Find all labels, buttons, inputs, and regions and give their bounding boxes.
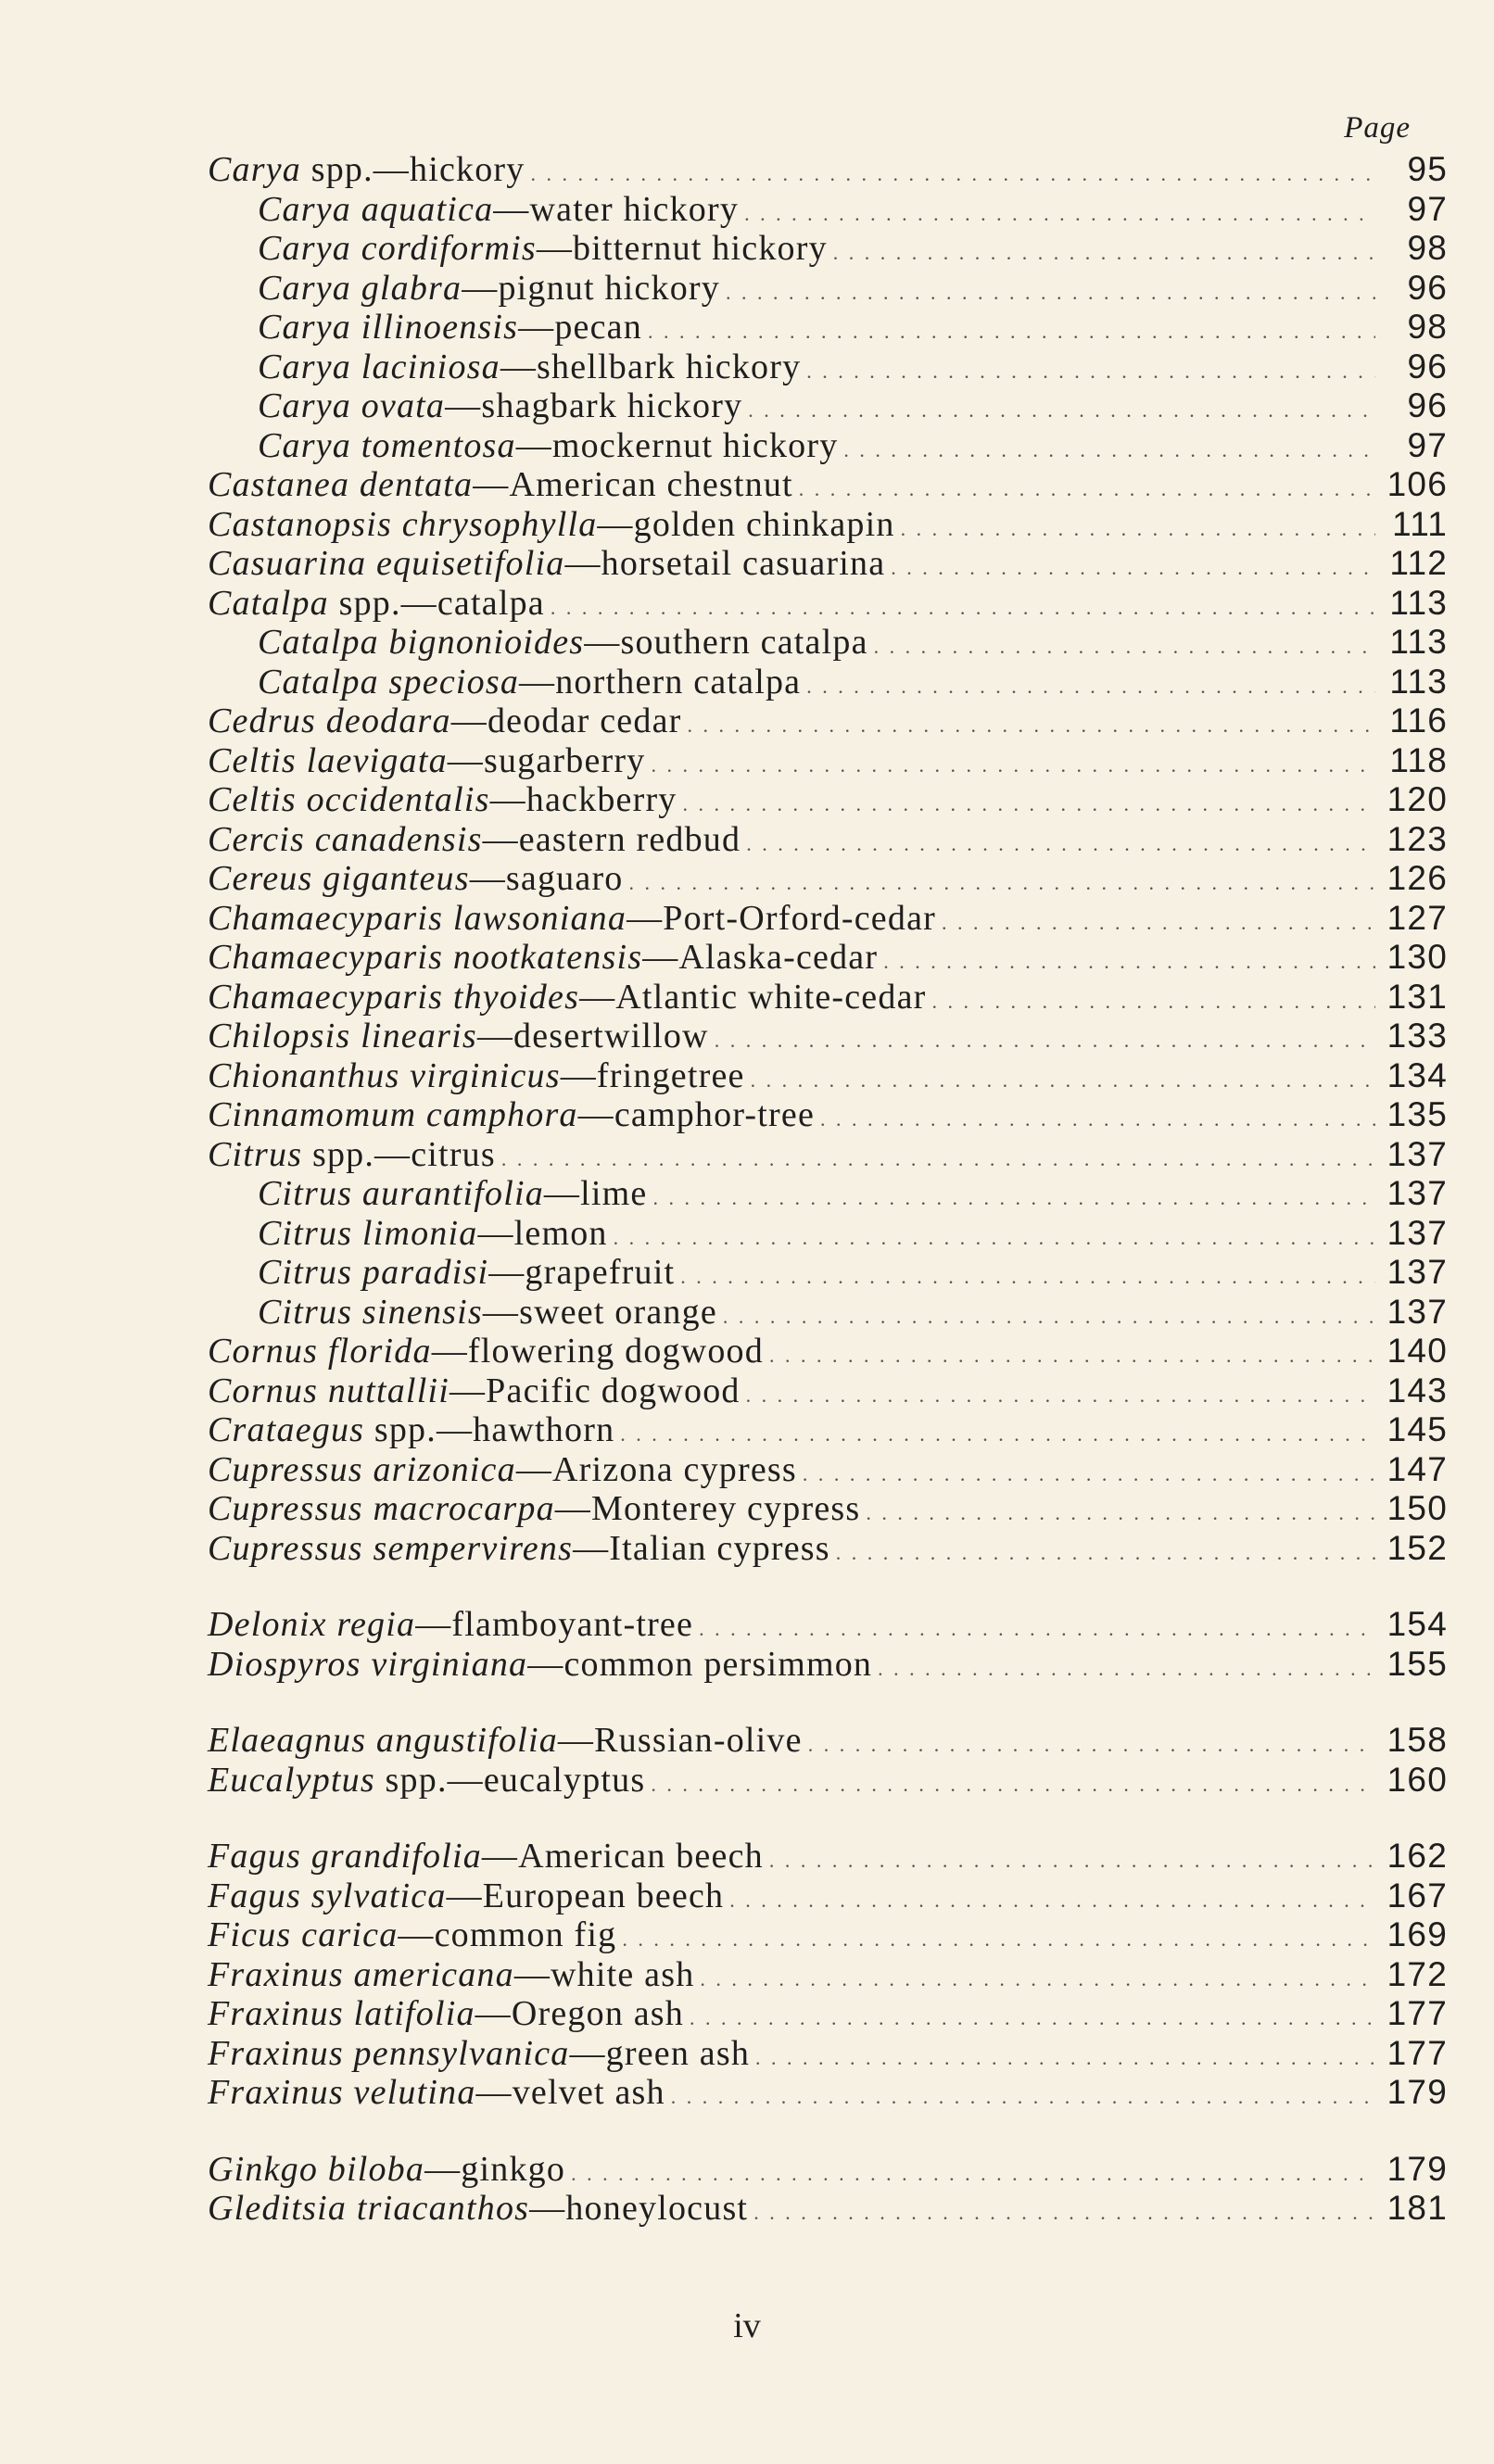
page-number: 120 — [1386, 780, 1448, 818]
toc-entry — [208, 1876, 1448, 1916]
dot-leader — [891, 544, 1375, 588]
toc-entry — [208, 2150, 1448, 2190]
scientific-name: Citrus paradisi — [258, 1253, 489, 1292]
scientific-name: Cupressus sempervirens — [208, 1528, 574, 1568]
page-number: 167 — [1386, 1876, 1448, 1914]
toc-entry — [208, 1017, 1448, 1056]
common-name: —flamboyant-tree — [415, 1605, 694, 1644]
page-number: 137 — [1386, 1292, 1448, 1331]
dot-leader — [690, 1994, 1375, 2039]
dot-leader — [501, 1135, 1375, 1180]
toc-entry — [208, 1371, 1448, 1411]
common-name: —desertwillow — [476, 1017, 709, 1055]
toc-entry — [208, 663, 1448, 702]
toc-entry — [208, 1915, 1448, 1955]
dot-leader — [942, 899, 1375, 943]
common-name: —Oregon ash — [475, 1994, 684, 2033]
toc-entry — [208, 741, 1448, 781]
toc-entry — [208, 623, 1448, 663]
page-number: 137 — [1386, 1253, 1448, 1291]
toc-entry — [208, 938, 1448, 978]
page-number: 133 — [1386, 1017, 1448, 1055]
dot-leader — [651, 1761, 1375, 1805]
common-name: spp.—hawthorn — [364, 1410, 615, 1449]
page-number: 179 — [1386, 2149, 1448, 2188]
common-name: —honeylocust — [529, 2189, 749, 2228]
page-number: 147 — [1386, 1449, 1448, 1488]
dot-leader — [753, 2189, 1375, 2233]
toc-entry — [208, 1450, 1448, 1490]
scientific-name: Carya ovata — [258, 386, 446, 425]
dot-leader — [622, 1915, 1375, 1960]
toc-entry — [208, 465, 1448, 505]
common-name: —hackberry — [489, 780, 677, 819]
common-name: —horsetail casuarina — [564, 544, 886, 583]
dot-leader — [799, 465, 1375, 510]
common-name: —sugarberry — [447, 740, 646, 780]
common-name: —green ash — [569, 2033, 751, 2073]
common-name: —American beech — [481, 1837, 764, 1876]
toc-entry — [208, 1994, 1448, 2034]
dot-leader — [699, 1605, 1375, 1649]
scientific-name: Citrus aurantifolia — [258, 1174, 544, 1213]
scientific-name: Cupressus arizonica — [208, 1449, 516, 1489]
page-number: 154 — [1386, 1605, 1448, 1643]
common-name: —velvet ash — [475, 2073, 665, 2112]
toc-entry — [208, 229, 1448, 269]
dot-leader — [751, 1056, 1375, 1101]
toc-entry — [208, 1253, 1448, 1293]
common-name: —lime — [543, 1174, 648, 1213]
dot-leader — [901, 505, 1375, 550]
page-number: 96 — [1407, 347, 1448, 385]
toc-entry — [208, 1529, 1448, 1569]
scientific-name: Chamaecyparis thyoides — [208, 977, 580, 1017]
scientific-name: Gleditsia triacanthos — [208, 2189, 530, 2228]
page-number: 137 — [1386, 1174, 1448, 1212]
scientific-name: Diospyros virginiana — [208, 1644, 528, 1684]
dot-leader — [836, 1529, 1375, 1573]
scientific-name: Fraxinus americana — [208, 1954, 514, 1994]
common-name: —ginkgo — [424, 2149, 566, 2189]
common-name: —white ash — [513, 1954, 695, 1994]
scientific-name: Chamaecyparis nootkatensis — [208, 938, 643, 977]
common-name: —American chestnut — [473, 465, 793, 504]
common-name: —European beech — [446, 1876, 725, 1915]
page-number: 112 — [1389, 544, 1448, 582]
dot-leader — [769, 1837, 1375, 1881]
scientific-name: Chamaecyparis lawsoniana — [208, 898, 627, 938]
scientific-name: Eucalyptus — [208, 1760, 375, 1800]
scientific-name: Cornus nuttallii — [208, 1371, 449, 1410]
common-name: —Italian cypress — [573, 1528, 830, 1568]
page-number: 111 — [1392, 504, 1448, 543]
page-number: 96 — [1407, 386, 1448, 424]
toc-entry — [208, 2073, 1448, 2113]
common-name: spp.—catalpa — [328, 583, 545, 623]
toc-entry — [208, 1214, 1448, 1254]
page-number: 134 — [1386, 1055, 1448, 1094]
dot-leader — [833, 229, 1375, 273]
scientific-name: Cereus giganteus — [208, 859, 470, 898]
toc-entry — [208, 1135, 1448, 1175]
dot-leader — [729, 1876, 1375, 1921]
toc-entry — [208, 1645, 1448, 1685]
scientific-name: Fagus grandifolia — [208, 1837, 482, 1876]
page-number: 126 — [1386, 859, 1448, 897]
page-number: 127 — [1386, 898, 1448, 937]
dot-leader — [629, 859, 1376, 903]
toc-entry — [208, 1293, 1448, 1333]
common-name: —southern catalpa — [584, 623, 868, 662]
toc-entry — [208, 859, 1448, 899]
toc-entry — [208, 1489, 1448, 1529]
toc-entry — [208, 426, 1448, 466]
dot-leader — [806, 663, 1375, 707]
common-name: —common fig — [398, 1915, 617, 1954]
scientific-name: Carya aquatica — [258, 189, 494, 229]
dot-leader — [530, 150, 1375, 195]
scientific-name: Cinnamomum camphora — [208, 1095, 578, 1134]
dot-leader — [808, 1721, 1375, 1765]
dot-leader — [843, 426, 1375, 471]
scientific-name: Catalpa bignonioides — [258, 623, 585, 662]
page-number: 177 — [1386, 2033, 1448, 2072]
toc-entry — [208, 1410, 1448, 1450]
common-name: —camphor-tree — [577, 1095, 816, 1134]
page-number: 131 — [1386, 977, 1448, 1016]
common-name: —Atlantic white-cedar — [579, 977, 927, 1017]
dot-leader — [683, 780, 1375, 825]
scientific-name: Carya — [208, 150, 301, 189]
common-name: —shellbark hickory — [500, 347, 802, 386]
page-number: 118 — [1389, 740, 1448, 779]
page-number: 97 — [1407, 189, 1448, 228]
page-number: 140 — [1386, 1332, 1448, 1370]
scientific-name: Cupressus macrocarpa — [208, 1489, 555, 1528]
scientific-name: Chionanthus virginicus — [208, 1055, 561, 1095]
page-number: 135 — [1386, 1095, 1448, 1133]
dot-leader — [746, 820, 1375, 865]
page-number: 98 — [1407, 308, 1448, 346]
dot-leader — [723, 1293, 1375, 1337]
common-name: —Arizona cypress — [515, 1449, 797, 1489]
page-number: 106 — [1386, 465, 1448, 503]
toc-entry — [208, 780, 1448, 820]
contents-list — [208, 150, 1448, 2229]
scientific-name: Citrus sinensis — [258, 1292, 483, 1332]
dot-leader — [700, 1955, 1375, 2000]
dot-leader — [806, 347, 1375, 392]
scientific-name: Cornus florida — [208, 1332, 432, 1371]
common-name: —Russian-olive — [557, 1721, 803, 1760]
dot-leader — [715, 1017, 1375, 1061]
toc-entry — [208, 978, 1448, 1017]
common-name: —lemon — [477, 1213, 608, 1253]
page-number: 181 — [1386, 2189, 1448, 2227]
scientific-name: Crataegus — [208, 1410, 365, 1449]
scientific-name: Celtis occidentalis — [208, 780, 490, 819]
scientific-name: Cedrus deodara — [208, 701, 451, 740]
dot-leader — [748, 386, 1375, 431]
scientific-name: Delonix regia — [208, 1605, 416, 1644]
toc-entry — [208, 505, 1448, 545]
page-number: 152 — [1386, 1528, 1448, 1567]
page-number: 98 — [1407, 229, 1448, 267]
page-number: 169 — [1386, 1915, 1448, 1953]
page-number: 143 — [1386, 1371, 1448, 1409]
scientific-name: Castanea dentata — [208, 465, 474, 504]
page-number: 130 — [1386, 938, 1448, 976]
scientific-name: Elaeagnus angustifolia — [208, 1721, 558, 1760]
page-number: 162 — [1386, 1837, 1448, 1875]
dot-leader — [755, 2034, 1375, 2079]
scientific-name: Carya glabra — [258, 268, 462, 308]
scientific-name: Castanopsis chrysophylla — [208, 504, 598, 544]
scientific-name: Fraxinus velutina — [208, 2073, 476, 2112]
common-name: —fringetree — [560, 1055, 745, 1095]
scientific-name: Celtis laevigata — [208, 740, 448, 780]
toc-entry — [208, 584, 1448, 624]
dot-leader — [688, 701, 1376, 746]
page-number: 179 — [1386, 2073, 1448, 2111]
scientific-name: Chilopsis linearis — [208, 1017, 477, 1055]
scientific-name: Carya cordiformis — [258, 229, 537, 268]
common-name: —deodar cedar — [450, 701, 682, 740]
toc-entry — [208, 269, 1448, 309]
page-number: 96 — [1407, 268, 1448, 307]
toc-entry — [208, 2189, 1448, 2229]
common-name: —northern catalpa — [519, 662, 802, 701]
dot-leader — [726, 269, 1375, 313]
common-name: spp.—eucalyptus — [374, 1760, 646, 1800]
toc-entry — [208, 347, 1448, 387]
toc-entry — [208, 308, 1448, 347]
common-name: —eastern redbud — [482, 819, 741, 859]
scientific-name: Carya tomentosa — [258, 425, 516, 465]
page-number: 116 — [1389, 701, 1448, 739]
scientific-name: Fraxinus pennsylvanica — [208, 2033, 570, 2073]
dot-leader — [651, 741, 1375, 786]
toc-entry — [208, 1761, 1448, 1801]
page-number: 123 — [1386, 819, 1448, 858]
dot-leader — [769, 1332, 1375, 1376]
dot-leader — [744, 190, 1375, 234]
common-name: —flowering dogwood — [431, 1332, 764, 1371]
toc-entry — [208, 1332, 1448, 1371]
toc-entry — [208, 386, 1448, 426]
dot-leader — [746, 1371, 1375, 1416]
toc-entry — [208, 1955, 1448, 1995]
common-name: —mockernut hickory — [515, 425, 839, 465]
scientific-name: Carya laciniosa — [258, 347, 500, 386]
page-number: 137 — [1386, 1213, 1448, 1252]
common-name: —Port-Orford-cedar — [627, 898, 936, 938]
page-number: 150 — [1386, 1489, 1448, 1527]
common-name: —sweet orange — [482, 1292, 717, 1332]
page-number: 155 — [1386, 1644, 1448, 1683]
toc-entry — [208, 899, 1448, 939]
scientific-name: Citrus — [208, 1134, 303, 1174]
scientific-name: Catalpa — [208, 583, 329, 623]
toc-entry — [208, 1721, 1448, 1761]
common-name: —shagbark hickory — [445, 386, 743, 425]
toc-entry — [208, 1605, 1448, 1645]
common-name: —Monterey cypress — [554, 1489, 861, 1528]
dot-leader — [671, 2073, 1375, 2117]
scientific-name: Ginkgo biloba — [208, 2149, 425, 2189]
common-name: —saguaro — [469, 859, 624, 898]
toc-entry — [208, 820, 1448, 860]
page-column-heading: Page — [1344, 111, 1411, 145]
toc-entry — [208, 701, 1448, 741]
common-name: spp.—hickory — [301, 150, 525, 189]
scientific-name: Ficus carica — [208, 1915, 399, 1954]
common-name: —golden chinkapin — [597, 504, 895, 544]
common-name: —grapefruit — [488, 1253, 676, 1292]
dot-leader — [551, 584, 1375, 628]
scientific-name: Casuarina equisetifolia — [208, 544, 565, 583]
scientific-name: Citrus limonia — [258, 1213, 478, 1253]
page-number: 177 — [1386, 1994, 1448, 2032]
page-number: 158 — [1386, 1721, 1448, 1759]
common-name: —common persimmon — [527, 1644, 873, 1684]
toc-entry — [208, 1174, 1448, 1214]
toc-entry — [208, 1095, 1448, 1135]
toc-entry — [208, 1056, 1448, 1096]
scientific-name: Fagus sylvatica — [208, 1876, 447, 1915]
dot-leader — [652, 1174, 1375, 1219]
page-number: 160 — [1386, 1760, 1448, 1799]
dot-leader — [932, 978, 1376, 1022]
dot-leader — [680, 1253, 1375, 1297]
page-number: 97 — [1407, 425, 1448, 464]
page-number: 145 — [1386, 1410, 1448, 1448]
page-number: 95 — [1407, 150, 1448, 188]
dot-leader — [803, 1450, 1375, 1495]
common-name: —pecan — [518, 308, 642, 347]
page-folio: iv — [733, 2306, 761, 2345]
dot-leader — [874, 623, 1375, 667]
common-name: —pignut hickory — [462, 268, 720, 308]
dot-leader — [571, 2150, 1375, 2194]
common-name: —water hickory — [493, 189, 740, 229]
toc-entry — [208, 1837, 1448, 1876]
common-name: —bitternut hickory — [536, 229, 828, 268]
page-number: 172 — [1386, 1954, 1448, 1993]
dot-leader — [878, 1645, 1375, 1689]
toc-entry — [208, 150, 1448, 190]
dot-leader — [614, 1214, 1375, 1258]
scientific-name: Fraxinus latifolia — [208, 1994, 475, 2033]
toc-entry — [208, 190, 1448, 230]
dot-leader — [883, 938, 1375, 982]
dot-leader — [820, 1095, 1375, 1140]
common-name: —Pacific dogwood — [449, 1371, 741, 1410]
dot-leader — [620, 1410, 1375, 1455]
common-name: spp.—citrus — [302, 1134, 496, 1174]
page-number: 113 — [1389, 662, 1448, 701]
common-name: —Alaska-cedar — [642, 938, 879, 977]
scientific-name: Carya illinoensis — [258, 308, 519, 347]
page-number: 137 — [1386, 1134, 1448, 1173]
toc-entry — [208, 544, 1448, 584]
page-number: 113 — [1389, 623, 1448, 661]
scientific-name: Catalpa speciosa — [258, 662, 520, 701]
scientific-name: Cercis canadensis — [208, 819, 483, 859]
page-number: 113 — [1389, 583, 1448, 622]
dot-leader — [648, 308, 1375, 352]
toc-entry — [208, 2034, 1448, 2074]
dot-leader — [866, 1489, 1375, 1534]
